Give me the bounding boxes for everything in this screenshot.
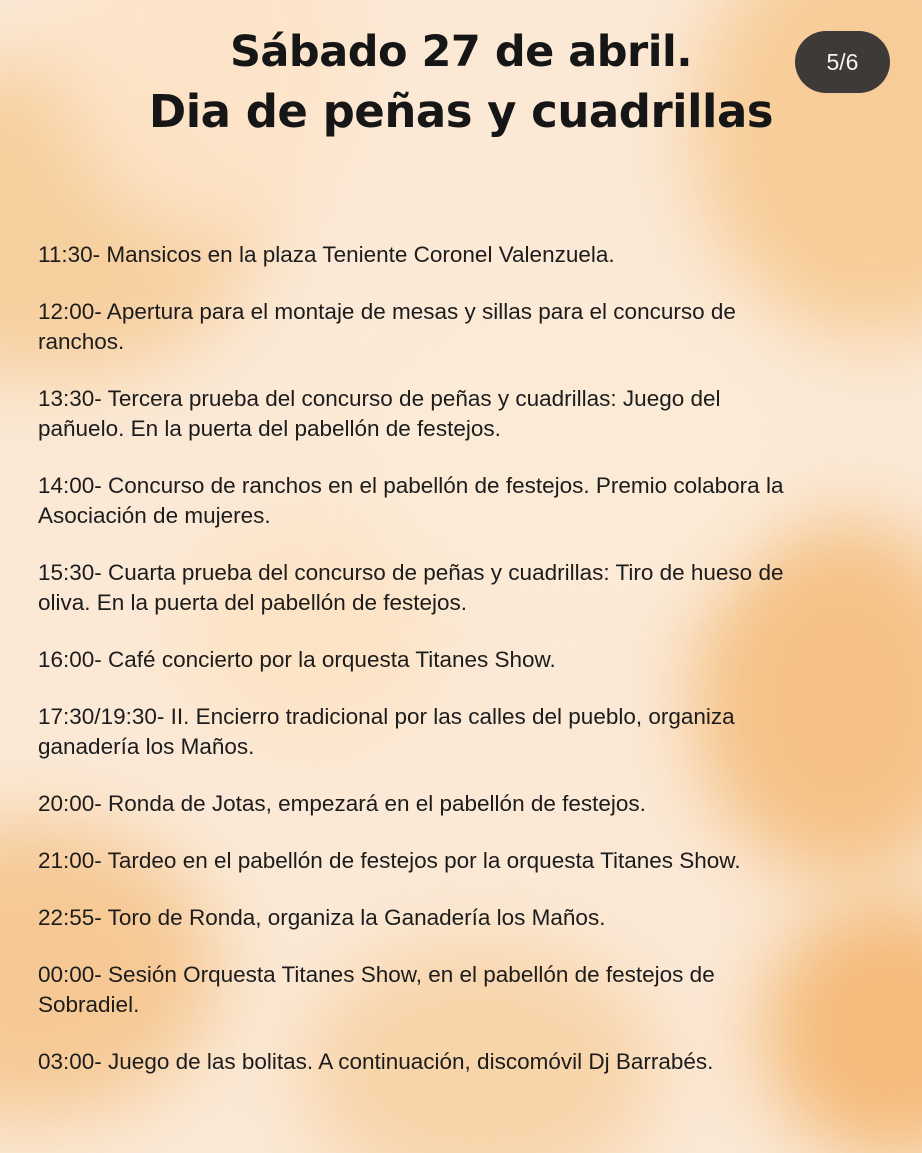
schedule-item: 20:00- Ronda de Jotas, empezará en el pabellón de festejos. — [38, 791, 646, 816]
schedule-item: 14:00- Concurso de ranchos en el pabellón de festejos. Premio colabora la Asociación de mujeres. — [38, 473, 784, 528]
schedule-item: 12:00- Apertura para el montaje de mesas y sillas para el concurso de ranchos. — [38, 299, 736, 354]
title-date: Sábado 27 de abril. — [229, 27, 693, 77]
schedule-item: 00:00- Sesión Orquesta Titanes Show, en el pabellón de festejos de Sobradiel. — [38, 962, 715, 1017]
schedule-item: 15:30- Cuarta prueba del concurso de peñas y cuadrillas: Tiro de hueso de oliva. En la puerta del pabellón de festejos. — [38, 560, 784, 615]
schedule-item: 17:30/19:30- II. Encierro tradicional por las calles del pueblo, organiza ganadería los Maños. — [38, 704, 735, 759]
schedule-item: 22:55- Toro de Ronda, organiza la Ganadería los Maños. — [38, 905, 606, 930]
schedule-item: 03:00- Juego de las bolitas. A continuación, discomóvil Dj Barrabés. — [38, 1049, 714, 1074]
schedule-item: 16:00- Café concierto por la orquesta Titanes Show. — [38, 647, 556, 672]
title-heading: Dia de peñas y cuadrillas — [148, 85, 774, 138]
schedule-list — [38, 240, 898, 1077]
schedule-item: 13:30- Tercera prueba del concurso de peñas y cuadrillas: Juego del pañuelo. En la puerta del pabellón de festejos. — [38, 386, 721, 441]
schedule-item: 21:00- Tardeo en el pabellón de festejos por la orquesta Titanes Show. — [38, 848, 741, 873]
title-block — [0, 22, 922, 142]
schedule-item: 11:30- Mansicos en la plaza Teniente Coronel Valenzuela. — [38, 242, 615, 267]
page-indicator-badge: 5/6 — [795, 31, 890, 93]
